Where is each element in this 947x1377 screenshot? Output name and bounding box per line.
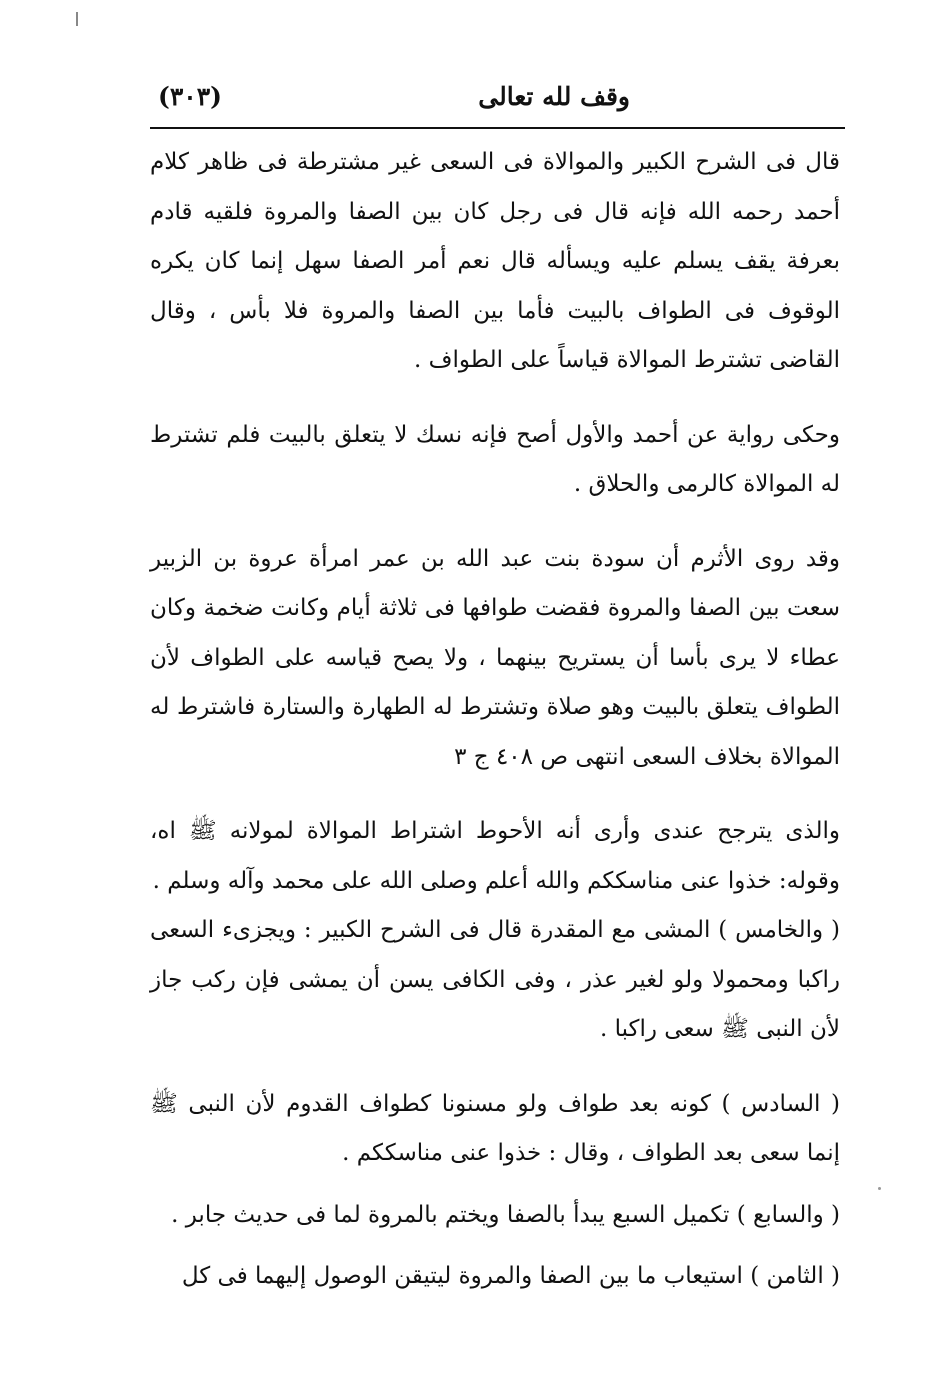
paragraph-6: ( السادس ) كونه بعد طواف ولو مسنونا كطواف القدوم لأن النبى ﷺ إنما سعى بعد الطواف ، وقال : خذوا عنى مناسككم . (150, 1090, 840, 1166)
paragraph-3: وقد روى الأثرم أن سودة بنت عبد الله بن عمر امرأة عروة بن الزبير سعت بين الصفا والمروة فقضت طوافها فى ثلاثة أيام وكانت ضخمة وكان عطاء لا يرى بأسا أن يستريح بينهما ، ولا يصح قياسه على الطواف لأن الطواف يتعلق بالبيت وهو صلاة وتشترط له الطهارة والستارة فاشترط له الموالاة بخلاف السعى انتهى ص ٤٠٨ ج ٣ (150, 545, 841, 770)
header-rule (150, 127, 845, 129)
page-number: (٣٠٣) (158, 82, 222, 111)
paragraph-1: قال فى الشرح الكبير والموالاة فى السعى غير مشترطة فى ظاهر كلام أحمد رحمه الله فإنه قال فى رجل كان بين الصفا والمروة فلقيه قادم بعرفة يقف يسلم عليه ويسأله قال نعم أمر الصفا سهل إنما كان يكره الوقوف فى الطواف بالبيت فأما بين الصفا والمروة فلا بأس ، وقال القاضى تشترط الموالاة قياساً على الطواف . (150, 149, 840, 373)
running-title: وقف لله تعالى (478, 82, 630, 111)
paragraph-7: ( والسابع ) تكميل السبع يبدأ بالصفا ويختم بالمروة لما فى حديث جابر . (171, 1201, 840, 1228)
paragraph-5: ( والخامس ) المشى مع المقدرة قال فى الشرح الكبير : ويجزىء السعى راكبا ومحمولا ولو لغير عذر ، وفى الكافى يسن أن يمشى فإن ركب جاز لأن النبى ﷺ سعى راكبا . (150, 917, 840, 1042)
page-header (158, 78, 838, 122)
scan-mark (76, 12, 78, 26)
paragraph-8: ( الثامن ) استيعاب ما بين الصفا والمروة ليتيقن الوصول إليهما فى كل (181, 1263, 840, 1289)
paragraph-4: والذى يترجح عندى وأرى أنه الأحوط اشتراط الموالاة لمولانه ﷺ اه، وقوله: خذوا عنى مناسككم والله أعلم وصلى الله على محمد وآله وسلم . (150, 818, 840, 894)
page-body (150, 138, 840, 1302)
paragraph-2: وحكى رواية عن أحمد والأول أصح فإنه نسك لا يتعلق بالبيت فلم تشترط له الموالاة كالرمى والحلاق . (150, 421, 840, 497)
scan-speck (878, 1187, 881, 1190)
